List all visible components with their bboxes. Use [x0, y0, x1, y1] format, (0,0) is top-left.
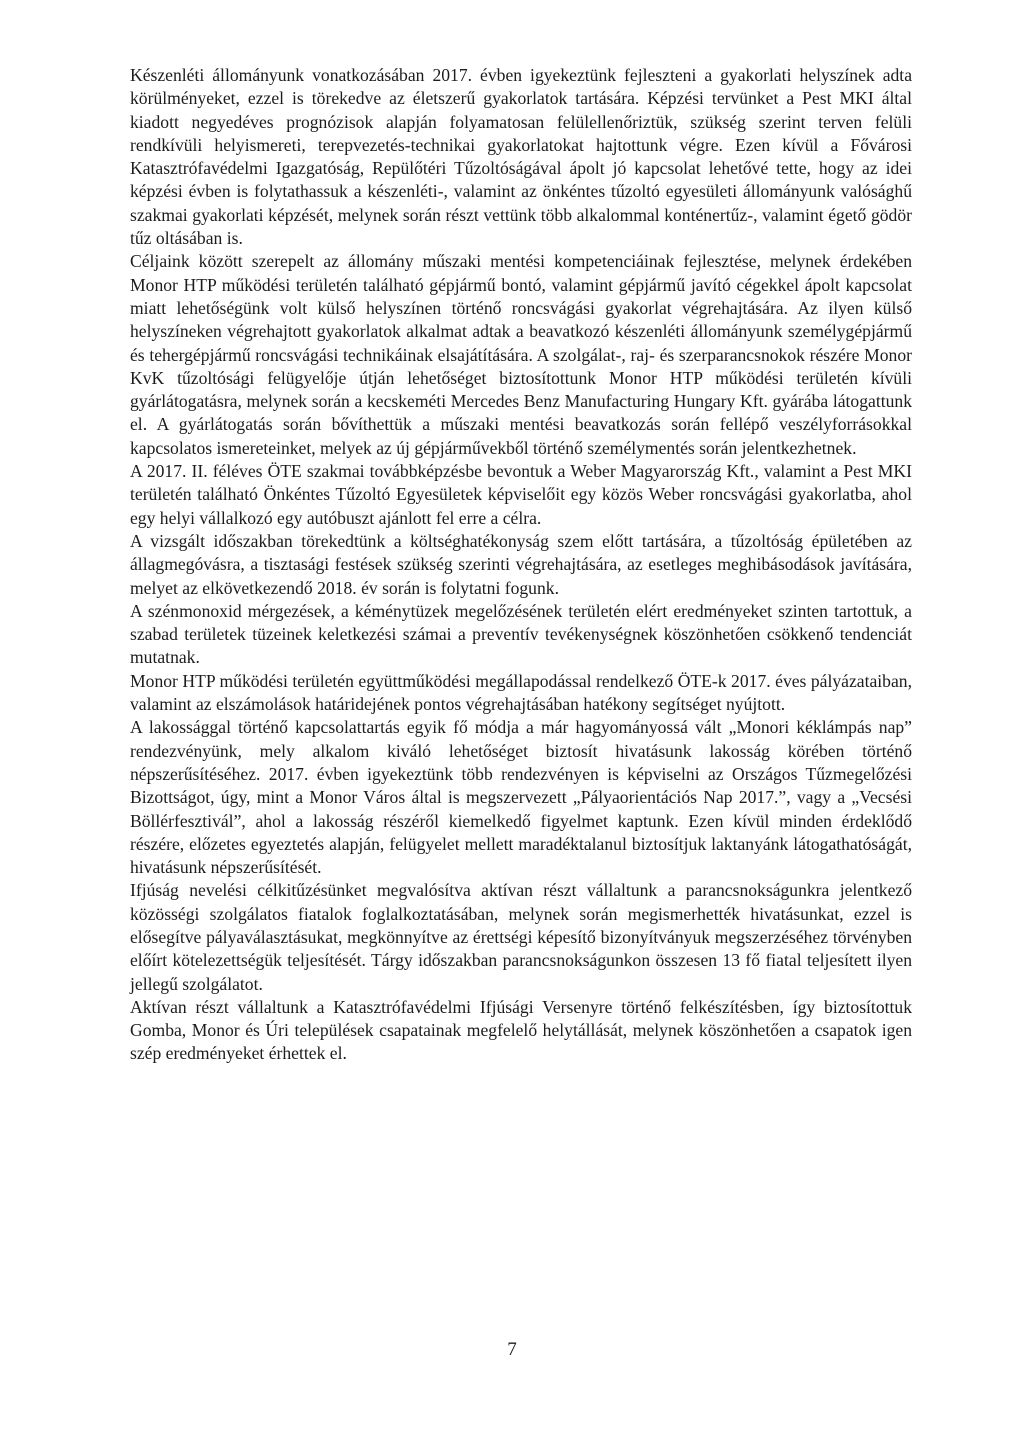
paragraph-public-relations: A lakossággal történő kapcsolattartás egyik fő módja a már hagyományossá vált „Monori kéklámpás nap” rendezvényünk, mely alkalom kiváló lehetőséget biztosít hivatásunk lakosság körében történő népszerűsítéséhez. 2017. évben igyekeztünk több rendezvényen is képviselni az Országos Tűzmegelőzési Bizottságot, úgy, mint a Monor Város által is megszervezett „Pályaorientációs Nap 2017.”, vagy a „Vecsési Böllérfesztivál”, ahol a lakosság részéről kiemelkedő figyelmet kaptunk. Ezen kívül minden érdeklődő részére, előzetes egyeztetés alapján, felügyelet mellett maradéktalanul biztosítjuk laktanyánk látogathatóságát, hivatásunk népszerűsítését.	[130, 717, 912, 878]
paragraph-goals: Céljaink között szerepelt az állomány műszaki mentési kompetenciáinak fejlesztése, melynek érdekében Monor HTP működési területén található gépjármű bontó, valamint gépjármű javító cégekkel ápolt kapcsolat miatt lehetőségünk volt külső helyszínen történő roncsvágási gyakorlat végrehajtására. Az ilyen külső helyszíneken végrehajtott gyakorlatok alkalmat adtak a beavatkozó készenléti állományunk személygépjármű és tehergépjármű roncsvágási technikáinak elsajátítására. A szolgálat-, raj- és szerparancsnokok részére Monor KvK tűzoltósági felügyelője útján lehetőséget biztosítottunk Monor HTP működési területén kívüli gyárlátogatásra, melynek során a kecskeméti Mercedes Benz Manufacturing Hungary Kft. gyárába látogattunk el. A gyárlátogatás során bővíthettük a műszaki mentési beavatkozás során fellépő veszélyforrásokkal kapcsolatos ismereteinket, melyek az új gépjárművekből történő személymentés során jelentkezhetnek.	[130, 251, 912, 458]
paragraph-ote-support: Monor HTP működési területén együttműködési megállapodással rendelkező ÖTE-k 2017. éves pályázataiban, valamint az elszámolások határidejének pontos végrehajtásában hatékony segítséget nyújtott.	[130, 670, 912, 715]
paragraph-training: Készenléti állományunk vonatkozásában 2017. évben igyekeztünk fejleszteni a gyakorlati helyszínek adta körülményeket, ezzel is törekedve az életszerű gyakorlatok tartására. Képzési tervünket a Pest MKI által kiadott negyedéves prognózisok alapján folyamatosan felülellenőriztük, szükség szerint terven felüli rendkívüli helyismereti, terepvezetés-technikai gyakorlatokat hajtottunk végre. Ezen kívül a Fővárosi Katasztrófavédelmi Igazgatóság, Repülőtéri Tűzoltóságával ápolt jó kapcsolat lehetővé tette, hogy az idei képzési évben is folytathassuk a készenléti-, valamint az önkéntes tűzoltó egyesületi állományunk valósághű szakmai gyakorlati képzését, melynek során részt vettünk több alkalommal konténertűz-, valamint égető gödör tűz oltásában is.	[130, 65, 912, 249]
page-number: 7	[507, 1339, 517, 1360]
paragraph-youth-competition: Aktívan részt vállaltunk a Katasztrófavédelmi Ifjúsági Versenyre történő felkészítésben, így biztosítottuk Gomba, Monor és Úri települések csapatainak megfelelő helytállását, melynek köszönhetően a csapatok igen szép eredményeket érhettek el.	[130, 996, 912, 1064]
document-body	[130, 64, 912, 1066]
paragraph-cost-efficiency: A vizsgált időszakban törekedtünk a költséghatékonyság szem előtt tartására, a tűzoltóság épületében az állagmegóvásra, a tisztasági festések szükség szerinti végrehajtására, az esetleges meghibásodások javítására, melyet az elkövetkezendő 2018. év során is folytatni fogunk.	[130, 530, 912, 598]
paragraph-ote-training: A 2017. II. féléves ÖTE szakmai továbbképzésbe bevontuk a Weber Magyarország Kft., valamint a Pest MKI területén található Önkéntes Tűzoltó Egyesületek képviselőit egy közös Weber roncsvágási gyakorlatba, ahol egy helyi vállalkozó egy autóbuszt ajánlott fel erre a célra.	[130, 461, 912, 528]
paragraph-youth: Ifjúság nevelési célkitűzésünket megvalósítva aktívan részt vállaltunk a parancsnokságunkra jelentkező közösségi szolgálatos fiatalok foglalkoztatásában, melynek során megismerhették hivatásunkat, ezzel is elősegítve pályaválasztásukat, megkönnyítve az érettségi képesítő bizonyítványuk megszerzéséhez törvényben előírt kötelezettségük teljesítését. Tárgy időszakban parancsnokságunkon összesen 13 fő fiatal teljesített ilyen jellegű szolgálatot.	[130, 880, 912, 994]
paragraph-prevention: A szénmonoxid mérgezések, a kéménytüzek megelőzésének területén elért eredményeket szinten tartottuk, a szabad területek tüzeinek keletkezési számai a preventív tevékenységnek köszönhetően csökkenő tendenciát mutatnak.	[130, 600, 912, 668]
